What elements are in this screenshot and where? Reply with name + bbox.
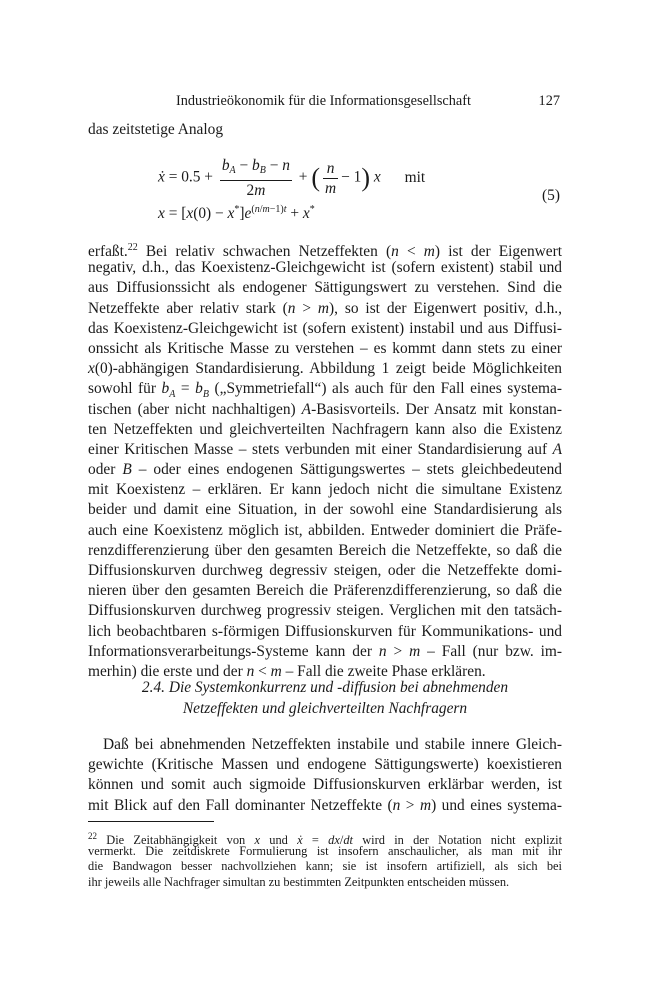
paragraph-line: negativ, d.h., das Koexistenz-Gleichgewicht ist (sofern existent) stabil und <box>88 259 562 277</box>
equation-fraction-1: $\frac{b_A - b_B - n}{2m}$ <box>221 157 290 199</box>
paragraph-line: ten Netzeffekten und gleichverteilten Nachfragern kann also die Existenz <box>88 420 562 438</box>
paragraph-line: beider und damit eine Situation, in der sowohl eine Standardisierung als <box>88 501 562 519</box>
paragraph-line: x(0)-abhängigen Standardisierung. Abbildung 1 zeigt beide Möglichkeiten <box>88 360 562 378</box>
paragraph-line: onssicht als Kritische Masse zu verstehen – es kommt dann stets zu einer <box>88 339 562 357</box>
running-head <box>88 93 562 113</box>
paragraph-line: mit Blick auf den Fall dominanter Netzeffekte (n > m) und eines systema- <box>88 796 562 814</box>
footnote-rule <box>88 821 214 822</box>
paragraph-line: renzdifferenzierung über den gesamten Bereich die Netzeffekte, so daß die <box>88 541 562 559</box>
equation-number: (5) <box>542 187 560 204</box>
equation-mit: mit <box>404 168 426 186</box>
paragraph-line: gewichte (Kritische Massen und endogene Sättigungswerte) koexistieren <box>88 756 562 774</box>
footnote-line: vermerkt. Die zeitdiskrete Formulierung ist insofern anschaulicher, als man mit ihr <box>88 844 562 859</box>
paragraph-1 <box>88 238 562 682</box>
paragraph-line: lich beobachtbaren s-förmigen Diffusionskurven für Kommunikations- und <box>88 622 562 640</box>
section-heading-line-2: Netzeffekten und gleichverteilten Nachfragern <box>182 700 468 717</box>
footnote-line: $^{22}$ Die Zeitabhängigkeit von x und ẋ = dx/dt wird in der Notation nicht explizit <box>88 831 563 847</box>
paragraph-line: Diffusionskurven durchweg degressiv steigen, oder die Netzeffekte domi- <box>88 562 562 579</box>
equation-line-2: $x = [x(0) - x^*]e^{(n/m-1)t} + x^*$ <box>158 204 315 222</box>
paragraph-line: das Koexistenz-Gleichgewicht ist (sofern existent) instabil und aus Diffusi- <box>88 319 562 337</box>
paragraph-line: Netzeffekte aber relativ stark (n > m), so ist der Eigenwert positiv, d.h., <box>88 299 562 317</box>
book-page <box>88 0 562 985</box>
paragraph-line: merhin) die erste und der n < m – Fall die zweite Phase erklären. <box>88 662 486 680</box>
footnote <box>88 829 562 890</box>
equation-fraction-2: $\frac{n}{m}$ <box>325 159 337 197</box>
paragraph-line: sowohl für $b_A = b_B$ („Symmetriefall“) als auch für den Fall eines systema- <box>88 380 562 401</box>
section-heading <box>88 677 562 719</box>
paragraph-line: oder B – oder eines endogenen Sättigungswertes – stets gleichbedeutend <box>88 461 562 479</box>
paragraph-2 <box>88 735 562 816</box>
paragraph-line: tischen (aber nicht nachhaltigen) A-Basisvorteils. Der Ansatz mit konstan- <box>88 400 562 418</box>
page-number: 127 <box>538 93 560 109</box>
paragraph-line: können und somit auch sigmoide Diffusionskurven erklärbar werden, ist <box>88 776 562 794</box>
section-heading-line-1: 2.4. Die Systemkonkurrenz und -diffusion bei abnehmenden <box>141 679 509 696</box>
paragraph-line: nieren über den gesamten Bereich die Präferenzdifferenzierung, so daß die <box>88 582 562 600</box>
footnote-mark: 22 <box>88 831 97 841</box>
paragraph-line: einer Kritischen Masse – stets verbunden mit einer Standardisierung auf A <box>88 440 562 458</box>
paragraph-line: erfaßt.$^{22}$ Bei relativ schwachen Netzeffekten (n < m) ist der Eigenwert <box>88 242 562 260</box>
paragraph-line: auch eine Koexistenz möglich ist, abbilden. Entweder dominiert die Präfe- <box>88 521 562 539</box>
paragraph-line: Daß bei abnehmenden Netzeffekten instabile und stabile innere Gleich- <box>103 736 562 753</box>
paragraph-line: Informationsverarbeitungs-Systeme kann der n > m – Fall (nur bzw. im- <box>88 642 562 660</box>
paragraph-line: aus Diffusionssicht als endogener Sättigungswert zu verstehen. Sind die <box>88 279 562 297</box>
paragraph-line: mit Koexistenz – erklären. Er kann jedoch nicht die simultane Existenz <box>88 481 562 499</box>
footnote-line: ihr jeweils alle Nachfrager simultan zu bestimmten Zeitpunkten entscheiden müssen. <box>88 874 510 889</box>
footnote-line: die Bandwagon besser nachvollziehen kann; sie ist insofern artifiziell, als sich bei <box>88 859 562 874</box>
intro-text: das zeitstetige Analog <box>88 121 224 138</box>
paragraph-line: Diffusionskurven durchweg progressiv steigen. Verglichen mit den tatsäch- <box>88 602 562 620</box>
equation-line-1: ẋ = 0.5 + $\frac{b_A - b_B - n}{2m}$ + ( $\frac{n}{m}$ − 1) x mit <box>158 157 426 199</box>
running-head-title: Industrieökonomik für die Informationsgesellschaft <box>176 93 471 109</box>
